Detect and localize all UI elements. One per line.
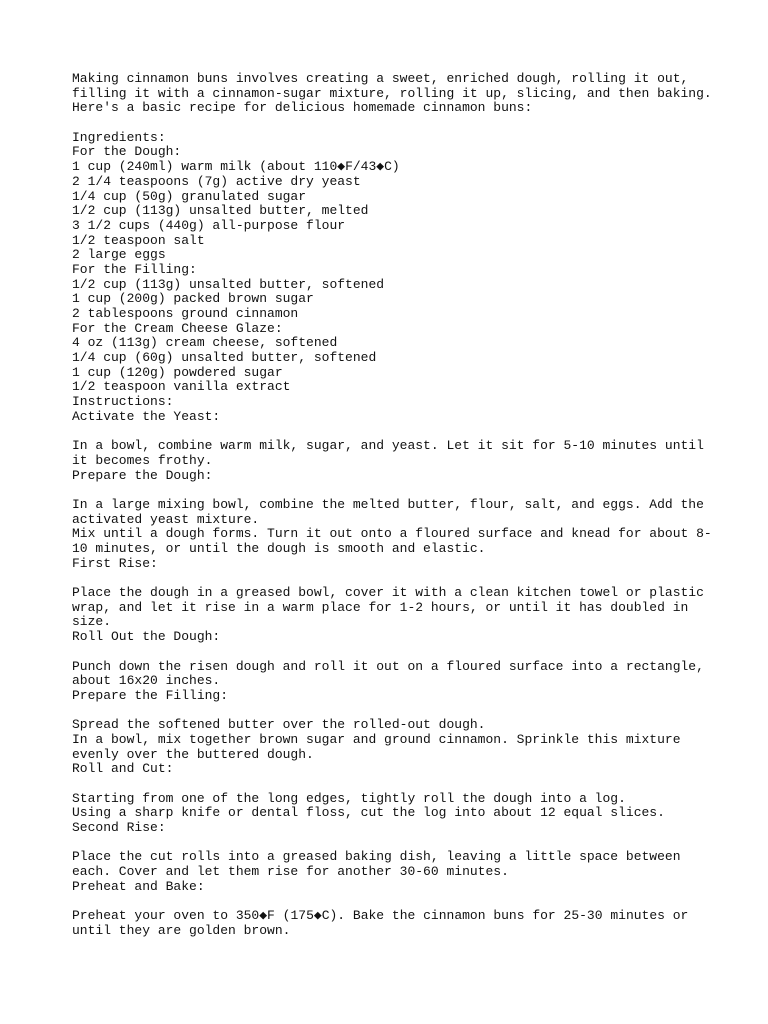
step-title: First Rise:	[72, 555, 158, 571]
step-text: until they are golden brown.	[72, 922, 291, 938]
step-title: Prepare the Dough:	[72, 467, 213, 483]
step-text: it becomes frothy.	[72, 452, 213, 468]
ingredient-item: 2 1/4 teaspoons (7g) active dry yeast	[72, 173, 361, 189]
ingredients-heading: Ingredients:	[72, 129, 166, 145]
step-title: Roll Out the Dough:	[72, 629, 221, 645]
step-title: Preheat and Bake:	[72, 878, 205, 894]
ingredient-item: 2 large eggs	[72, 247, 166, 263]
step-title: Prepare the Filling:	[72, 687, 229, 703]
step-text: 10 minutes, or until the dough is smooth and elastic.	[72, 541, 486, 556]
ingredient-item: 1 cup (120g) powdered sugar	[72, 364, 283, 380]
step-title: Second Rise:	[72, 820, 166, 836]
blank-line	[72, 895, 712, 910]
intro-line: filling it with a cinnamon-sugar mixture, rolling it up, slicing, and then baking.	[72, 85, 712, 101]
blank-line	[72, 116, 712, 131]
step-title: Roll and Cut:	[72, 761, 174, 777]
ingredient-item: 1 cup (200g) packed brown sugar	[72, 291, 314, 307]
step-text: Preheat your oven to 350◆F (175◆C). Bake the cinnamon buns for 25-30 minutes or	[72, 908, 689, 924]
step-text: Punch down the risen dough and roll it out on a floured surface into a rectangle,	[72, 658, 704, 674]
blank-line	[72, 704, 712, 719]
step-text: Place the cut rolls into a greased baking dish, leaving a little space between	[72, 849, 681, 865]
ingredient-item: 4 oz (113g) cream cheese, softened	[72, 335, 338, 351]
ingredient-item: 1 cup (240ml) warm milk (about 110◆F/43◆C)	[72, 159, 400, 175]
step-text: activated yeast mixture.	[72, 511, 260, 527]
intro-line: Making cinnamon buns involves creating a sweet, enriched dough, rolling it out,	[72, 71, 689, 86]
step-text: In a bowl, mix together brown sugar and ground cinnamon. Sprinkle this mixture	[72, 731, 681, 747]
ingredient-item: 1/2 teaspoon vanilla extract	[72, 379, 291, 395]
step-text: In a large mixing bowl, combine the melted butter, flour, salt, and eggs. Add the	[72, 496, 704, 512]
blank-line	[72, 777, 712, 792]
ingredient-item: 1/2 cup (113g) unsalted butter, melted	[72, 203, 369, 219]
step-text: wrap, and let it rise in a warm place for 1-2 hours, or until it has doubled in	[72, 599, 689, 615]
ingredient-item: 1/2 cup (113g) unsalted butter, softened	[72, 276, 385, 292]
blank-line	[72, 645, 712, 660]
dough-heading: For the Dough:	[72, 144, 182, 160]
step-text: Place the dough in a greased bowl, cover it with a clean kitchen towel or plastic	[72, 585, 704, 601]
step-title: Activate the Yeast:	[72, 408, 221, 424]
ingredient-item: 1/4 cup (50g) granulated sugar	[72, 188, 307, 204]
blank-line	[72, 425, 712, 440]
instructions-heading: Instructions:	[72, 394, 174, 410]
ingredient-item: 3 1/2 cups (440g) all-purpose flour	[72, 217, 346, 233]
step-text: Spread the softened butter over the rolled-out dough.	[72, 717, 486, 733]
step-text: Mix until a dough forms. Turn it out onto a floured surface and knead for about 8-	[72, 526, 712, 542]
step-text: about 16x20 inches.	[72, 673, 221, 689]
blank-line	[72, 571, 712, 586]
step-text: Starting from one of the long edges, tightly roll the dough into a log.	[72, 790, 626, 806]
step-text: evenly over the buttered dough.	[72, 746, 314, 762]
step-text: In a bowl, combine warm milk, sugar, and yeast. Let it sit for 5-10 minutes until	[72, 438, 704, 454]
step-text: Using a sharp knife or dental floss, cut the log into about 12 equal slices.	[72, 805, 665, 821]
blank-line	[72, 483, 712, 498]
recipe-document	[72, 72, 712, 939]
step-text: size.	[72, 614, 112, 630]
blank-line	[72, 836, 712, 851]
intro-line: Here's a basic recipe for delicious homemade cinnamon buns:	[72, 100, 533, 116]
ingredient-item: 2 tablespoons ground cinnamon	[72, 306, 299, 321]
ingredient-item: 1/4 cup (60g) unsalted butter, softened	[72, 350, 377, 366]
glaze-heading: For the Cream Cheese Glaze:	[72, 320, 283, 336]
ingredient-item: 1/2 teaspoon salt	[72, 232, 205, 248]
step-text: each. Cover and let them rise for another 30-60 minutes.	[72, 864, 509, 880]
filling-heading: For the Filling:	[72, 261, 197, 277]
